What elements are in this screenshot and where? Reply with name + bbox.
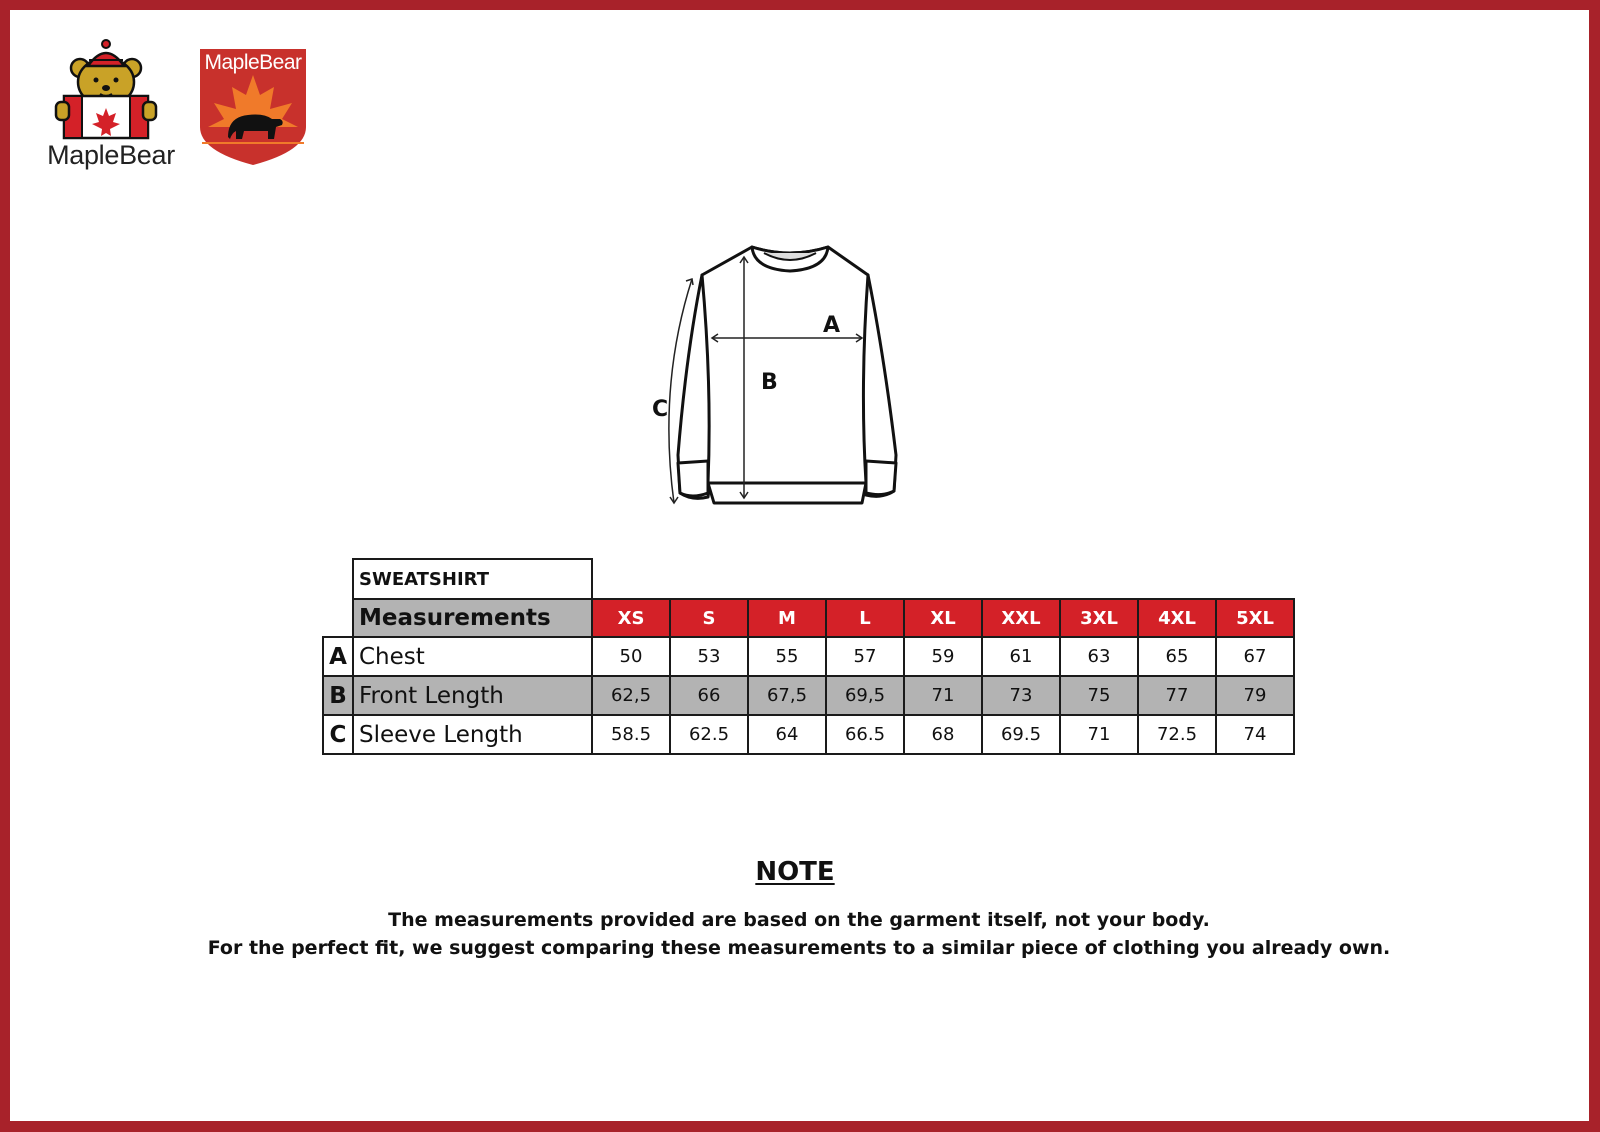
row-label: Sleeve Length — [353, 715, 592, 754]
size-chart-table — [322, 558, 1295, 755]
note-title: NOTE — [755, 857, 835, 887]
value-cell: 77 — [1138, 676, 1216, 715]
row-label: Front Length — [353, 676, 592, 715]
value-cell: 64 — [748, 715, 826, 754]
value-cell: 50 — [592, 637, 670, 676]
size-header-s: S — [670, 599, 748, 637]
blank-cell — [323, 559, 353, 599]
value-cell: 55 — [748, 637, 826, 676]
maplebear-shield-logo — [198, 47, 308, 167]
value-cell: 71 — [904, 676, 982, 715]
row-label: Chest — [353, 637, 592, 676]
value-cell: 75 — [1060, 676, 1138, 715]
row-letter: C — [323, 715, 353, 754]
note-line-1: The measurements provided are based on the garment itself, not your body. — [388, 909, 1210, 931]
value-cell: 71 — [1060, 715, 1138, 754]
sweatshirt-diagram — [640, 235, 940, 525]
value-cell: 79 — [1216, 676, 1294, 715]
size-header-l: L — [826, 599, 904, 637]
size-header-xxl: XXL — [982, 599, 1060, 637]
measurements-header: Measurements — [353, 599, 592, 637]
value-cell: 53 — [670, 637, 748, 676]
table-row — [323, 676, 1294, 715]
diagram-label-c: C — [652, 397, 669, 422]
value-cell: 72.5 — [1138, 715, 1216, 754]
value-cell: 57 — [826, 637, 904, 676]
value-cell: 74 — [1216, 715, 1294, 754]
value-cell: 69.5 — [982, 715, 1060, 754]
size-header-4xl: 4XL — [1138, 599, 1216, 637]
size-header-3xl: 3XL — [1060, 599, 1138, 637]
size-header-5xl: 5XL — [1216, 599, 1294, 637]
size-header-m: M — [748, 599, 826, 637]
value-cell: 61 — [982, 637, 1060, 676]
product-row — [323, 559, 1294, 599]
table-row — [323, 715, 1294, 754]
note-line-2: For the perfect fit, we suggest comparing these measurements to a similar piece of clothing you already own. — [207, 937, 1391, 959]
product-name: SWEATSHIRT — [353, 559, 592, 599]
value-cell: 68 — [904, 715, 982, 754]
bear-mascot-icon — [36, 38, 186, 143]
value-cell: 67,5 — [748, 676, 826, 715]
value-cell: 59 — [904, 637, 982, 676]
size-header-xl: XL — [904, 599, 982, 637]
header-row — [323, 599, 1294, 637]
diagram-label-a: A — [823, 313, 841, 338]
row-letter: B — [323, 676, 353, 715]
row-letter: A — [323, 637, 353, 676]
value-cell: 58.5 — [592, 715, 670, 754]
value-cell: 62,5 — [592, 676, 670, 715]
value-cell: 63 — [1060, 637, 1138, 676]
shield-wordmark: MapleBear — [204, 51, 302, 74]
value-cell: 66 — [670, 676, 748, 715]
blank-cell — [323, 599, 353, 637]
diagram-label-b: B — [761, 370, 778, 395]
value-cell: 67 — [1216, 637, 1294, 676]
maplebear-logo — [36, 38, 186, 178]
logo-wordmark: MapleBear — [47, 140, 175, 170]
value-cell: 73 — [982, 676, 1060, 715]
table-row — [323, 637, 1294, 676]
value-cell: 66.5 — [826, 715, 904, 754]
size-header-xs: XS — [592, 599, 670, 637]
value-cell: 65 — [1138, 637, 1216, 676]
value-cell: 69,5 — [826, 676, 904, 715]
value-cell: 62.5 — [670, 715, 748, 754]
